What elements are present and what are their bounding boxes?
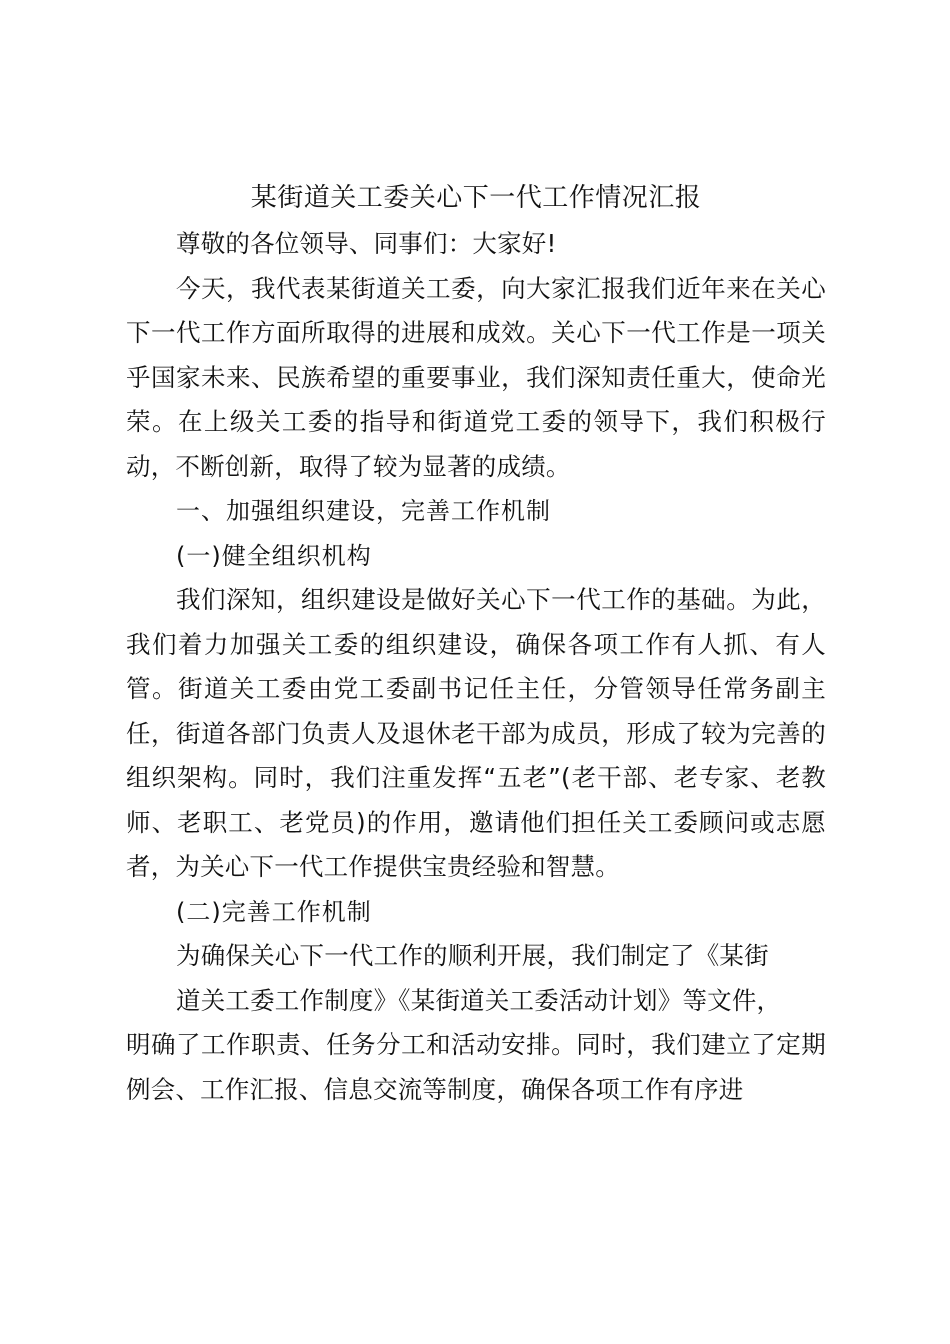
section-heading-1: 一、加强组织建设，完善工作机制: [176, 497, 551, 525]
greeting-paragraph: 尊敬的各位领导、同事们：大家好!: [176, 229, 557, 258]
organization-paragraph: 我们深知，组织建设是做好关心下一代工作的基础。为此，我们着力加强关工委的组织建设，确保各项工作有人抓、有人管。街道关工委由党工委副书记任主任，分管领导任常务副主任，街道各部门负责人及退休老干部为成员，形成了较为完善的组织架构。同时，我们注重发挥“五老”(老干部、老专家、老教师、老职工、老党员)的作用，邀请他们担任关工委顾问或志愿者，为关心下一代工作提供宝贵经验和智慧。: [126, 585, 826, 881]
subsection-heading-1: (一)健全组织机构: [176, 541, 372, 570]
mechanism-paragraph-continued: 明确了工作职责、任务分工和活动安排。同时，我们建立了定期例会、工作汇报、信息交流等制度，确保各项工作有序进: [126, 1030, 826, 1104]
mechanism-paragraph-line-2: 道关工委工作制度》《某街道关工委活动计划》等文件，: [176, 985, 782, 1015]
mechanism-paragraph-line-1: 为确保关心下一代工作的顺利开展，我们制定了《某街: [176, 941, 769, 970]
subsection-heading-2: (二)完善工作机制: [176, 897, 372, 926]
document-body: [126, 222, 826, 1112]
document-title: 某街道关工委关心下一代工作情况汇报: [250, 183, 702, 213]
intro-paragraph: 今天，我代表某街道关工委，向大家汇报我们近年来在关心下一代工作方面所取得的进展和成效。关心下一代工作是一项关乎国家未来、民族希望的重要事业，我们深知责任重大，使命光荣。在上级关工委的指导和街道党工委的领导下，我们积极行动，不断创新，取得了较为显著的成绩。: [126, 273, 826, 481]
